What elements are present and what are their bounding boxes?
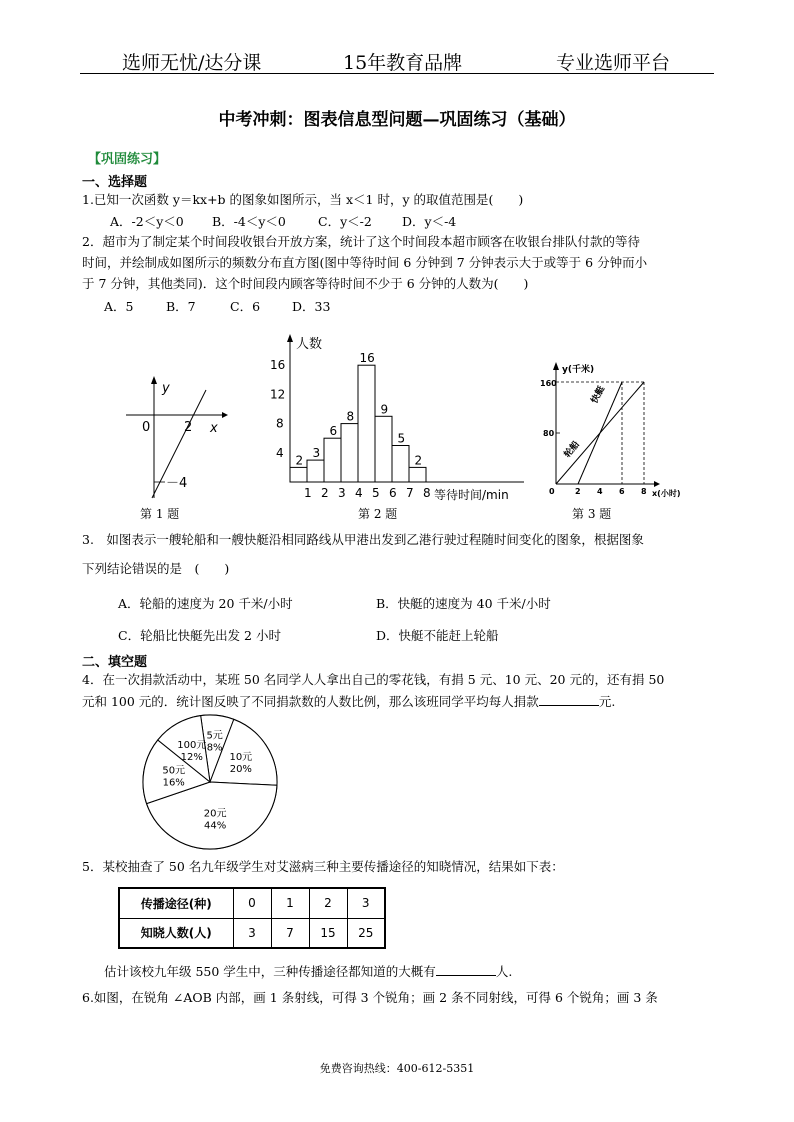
figure-1-graph — [118, 370, 228, 500]
q4-line2-text: 元和 100 元的．统计图反映了不同捐款数的人数比例，那么该班同学平均每人捐款 — [82, 694, 539, 709]
hist-value-label: 16 — [359, 351, 375, 366]
pie-category-label: 10元 — [229, 751, 253, 763]
q3-option-a: A．轮船的速度为 20 千米/小时 — [118, 596, 293, 611]
q1-option-b: B．-4＜y＜0 — [212, 214, 286, 229]
q5-line1: 5．某校抽查了 50 名九年级学生对艾滋病三种主要传播途径的知晓情况，结果如下表： — [82, 859, 564, 874]
fig3-line-ship-label: 轮船 — [562, 439, 582, 460]
hist-value-label: 8 — [346, 409, 355, 424]
hist-bar — [307, 460, 324, 482]
q5-table — [118, 887, 386, 949]
table-cell: 3 — [347, 888, 385, 918]
q2-line3: 于 7 分钟，其他类同)．这个时间段内顾客等待时间不少于 6 分钟的人数为( ) — [82, 276, 529, 291]
header-left: 选师无忧/达分课 — [122, 52, 262, 74]
fig1-caption: 第 1 题 — [140, 507, 180, 521]
pie-category-label: 100元 — [177, 739, 207, 751]
q2-line1: 2．超市为了制定某个时间段收银台开放方案，统计了这个时间段本超市顾客在收银台排队付款的等待 — [82, 234, 640, 249]
fig3-y-label: y(千米) — [562, 365, 595, 375]
fig3-x-tick-0: 0 — [549, 487, 555, 496]
hist-x-tick: 8 — [423, 486, 431, 500]
q3-line1: 3. 如图表示一艘轮船和一艘快艇沿相同路线从甲港出发到乙港行驶过程随时间变化的图象，根据图象 — [82, 532, 644, 547]
q6-text: 6.如图，在锐角 ∠AOB 内部，画 1 条射线，可得 3 个锐角；画 2 条不同射线，可得 6 个锐角；画 3 条 — [82, 990, 658, 1005]
hist-x-tick: 1 — [304, 486, 312, 500]
hist-bar — [392, 446, 409, 483]
q3-line2: 下列结论错误的是 ( ) — [82, 561, 230, 576]
hist-bar — [290, 467, 307, 482]
table-head-count: 知晓人数(人) — [119, 918, 233, 948]
hist-x-tick: 7 — [406, 486, 414, 500]
q2-option-b: B．7 — [166, 299, 196, 314]
q4-line2-suffix: 元. — [598, 694, 616, 709]
q2-option-a: A．5 — [104, 299, 134, 314]
header-divider — [80, 73, 714, 74]
q3-option-b: B．快艇的速度为 40 千米/小时 — [376, 596, 551, 611]
pie-value-label: 8% — [206, 742, 223, 754]
hist-x-tick: 5 — [372, 486, 380, 500]
hist-value-label: 9 — [380, 402, 389, 417]
hist-y-tick: 8 — [276, 416, 284, 431]
hist-x-tick: 3 — [338, 486, 346, 500]
fig3-x-tick-6: 6 — [619, 487, 625, 496]
hist-x-tick: 2 — [321, 486, 329, 500]
hist-bar — [375, 416, 392, 482]
table-cell: 3 — [233, 918, 271, 948]
q1-option-c: C．y＜-2 — [318, 214, 372, 229]
fig3-caption: 第 3 题 — [572, 507, 612, 521]
hist-bar — [341, 424, 358, 482]
q2-option-c: C．6 — [230, 299, 261, 314]
q2-option-d: D．33 — [292, 299, 331, 314]
pie-category-label: 5元 — [206, 730, 223, 742]
header-right: 专业选师平台 — [556, 52, 671, 74]
table-cell: 15 — [309, 918, 347, 948]
hist-xlabel: 等待时间/min — [434, 488, 509, 502]
fig1-origin: 0 — [142, 420, 151, 435]
pie-value-label: 12% — [180, 751, 203, 763]
figure-4-pie — [140, 712, 280, 852]
table-cell: 7 — [271, 918, 309, 948]
hist-bar — [324, 438, 341, 482]
fig1-x-label: x — [210, 421, 218, 436]
practice-tag: 【巩固练习】 — [88, 152, 167, 167]
hist-bar — [409, 467, 426, 482]
hist-y-tick: 4 — [276, 445, 284, 460]
hist-y-tick: 12 — [270, 387, 286, 402]
hist-value-label: 5 — [397, 431, 406, 446]
fig3-x-label: x(小时) — [652, 489, 681, 498]
hist-value-label: 2 — [414, 453, 423, 468]
pie-value-label: 20% — [229, 763, 252, 775]
fig1-y-label: y — [162, 381, 170, 396]
table-cell: 2 — [309, 888, 347, 918]
q5-answer-blank[interactable] — [436, 962, 496, 976]
fig3-y-tick-160: 160 — [540, 379, 557, 388]
section-choice: 一、选择题 — [82, 175, 148, 190]
hist-x-tick: 6 — [389, 486, 397, 500]
fig1-x-tick: 2 — [184, 420, 193, 435]
page-title: 中考冲刺：图表信息型问题—巩固练习（基础） — [218, 110, 576, 130]
pie-category-label: 20元 — [203, 808, 227, 820]
table-row — [119, 918, 385, 948]
fig3-x-tick-4: 4 — [597, 487, 603, 496]
table-row — [119, 888, 385, 918]
q5-line2-text: 估计该校九年级 550 学生中，三种传播途径都知道的大概有 — [104, 964, 436, 979]
table-head-route: 传播途径(种) — [119, 888, 233, 918]
q4-line1: 4．在一次捐款活动中，某班 50 名同学人人拿出自己的零花钱，有捐 5 元、10 元、20 元的，还有捐 50 — [82, 672, 665, 687]
q2-line2: 时间，并绘制成如图所示的频数分布直方图(图中等待时间 6 分钟到 7 分钟表示大于或等于 6 分钟而小 — [82, 255, 648, 270]
fig2-caption: 第 2 题 — [358, 507, 398, 521]
hist-value-label: 6 — [329, 424, 338, 439]
q5-line2 — [104, 962, 744, 982]
hist-y-tick: 16 — [270, 358, 286, 373]
q1-text: 1.已知一次函数 y＝kx+b 的图象如图所示，当 x＜1 时，y 的取值范围是( ) — [82, 192, 524, 207]
hist-bar — [358, 365, 375, 482]
q3-option-d: D．快艇不能赶上轮船 — [376, 628, 499, 643]
q4-answer-blank[interactable] — [539, 692, 599, 706]
fig3-x-tick-2: 2 — [575, 487, 581, 496]
fig3-x-tick-8: 8 — [641, 487, 647, 496]
q3-option-c: C．轮船比快艇先出发 2 小时 — [118, 628, 281, 643]
fig3-y-tick-80: 80 — [543, 429, 555, 438]
figure-2-histogram — [262, 332, 530, 504]
pie-value-label: 16% — [162, 777, 185, 789]
pie-category-label: 50元 — [162, 765, 186, 777]
hist-x-tick: 4 — [355, 486, 363, 500]
q1-option-d: D．y＜-4 — [402, 214, 457, 229]
table-cell: 25 — [347, 918, 385, 948]
q5-line2-suffix: 人. — [495, 964, 513, 979]
footer-hotline: 免费咨询热线：400-612-5351 — [319, 1062, 475, 1075]
section-fill: 二、填空题 — [82, 655, 148, 670]
fig1-y-tick: －4 — [166, 476, 188, 491]
figure-3-graph — [540, 360, 681, 498]
q1-option-a: A．-2＜y＜0 — [110, 214, 184, 229]
hist-ylabel: 人数 — [296, 337, 323, 352]
fig3-line-speedboat-label: 快艇 — [589, 384, 608, 406]
hist-value-label: 3 — [312, 446, 321, 461]
table-cell: 1 — [271, 888, 309, 918]
header-center: 15年教育品牌 — [343, 52, 463, 74]
q4-line2 — [82, 692, 722, 712]
hist-value-label: 2 — [295, 453, 304, 468]
pie-value-label: 44% — [204, 820, 227, 832]
table-cell: 0 — [233, 888, 271, 918]
